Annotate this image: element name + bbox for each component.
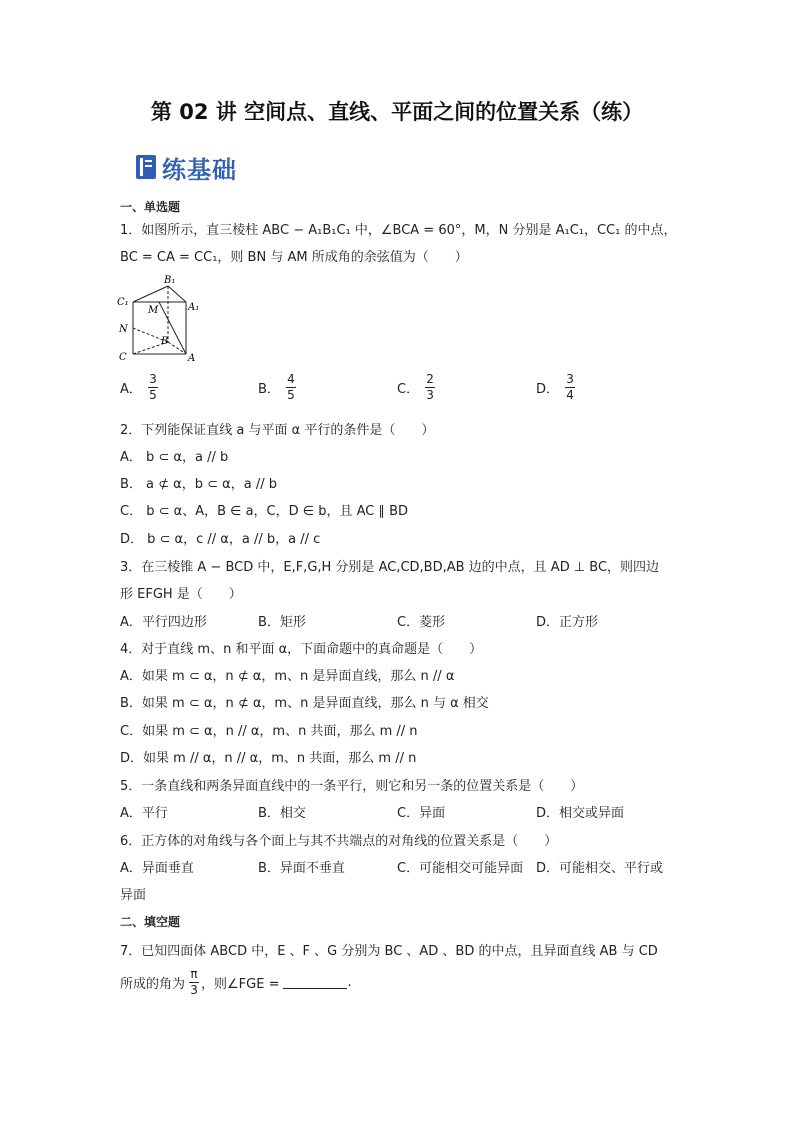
- fig-label-a1: A₁: [188, 302, 200, 313]
- q6-option-d[interactable]: D．可能相交、平行或: [536, 861, 664, 876]
- page-title: 第 02 讲 空间点、直线、平面之间的位置关系（练）: [150, 100, 644, 124]
- q1-option-b[interactable]: B． $\frac{4}{5}$: [258, 372, 295, 402]
- fig-label-m: M: [148, 305, 159, 316]
- q3-option-c[interactable]: C．菱形: [397, 615, 446, 630]
- q6-option-b[interactable]: B．异面不垂直: [258, 861, 345, 876]
- badge-label: 练基础: [162, 155, 237, 184]
- section-heading-single: 一、单选题: [120, 200, 181, 214]
- q3-option-a[interactable]: A．平行四边形: [120, 615, 207, 630]
- q7-stem-line1: 7．已知四面体 ABCD 中，E 、F 、G 分别为 BC 、AD 、BD 的中点，且异面直线 AB 与 CD: [120, 944, 658, 959]
- q6-stem: 6．正方体的对角线与各个面上与其不共端点的对角线的位置关系是（ ）: [120, 834, 558, 849]
- q6-option-c[interactable]: C．可能相交可能异面: [397, 861, 524, 876]
- q4-option-d[interactable]: D．如果 m // α，n // α，m、n 共面，那么 m // n: [120, 751, 417, 766]
- q3-option-b[interactable]: B．矩形: [258, 615, 306, 630]
- q5-option-c[interactable]: C．异面: [397, 806, 446, 821]
- q7-stem-line2: 所成的角为 $\frac{\pi}{3}$ ，则∠FGE = .: [120, 967, 352, 997]
- fraction: $\frac{3}{4}$: [566, 372, 574, 402]
- fig-label-n: N: [119, 324, 128, 335]
- q4-option-a[interactable]: A．如果 m ⊂ α，n ⊄ α，m、n 是异面直线，那么 n // α: [120, 669, 455, 684]
- q5-option-d[interactable]: D．相交或异面: [536, 806, 625, 821]
- q2-option-d[interactable]: D． b ⊂ α，c // α，a // b，a // c: [120, 532, 321, 547]
- q3-stem-line2: 形 EFGH 是（ ）: [120, 587, 242, 602]
- q4-option-b[interactable]: B．如果 m ⊂ α，n ⊄ α，m、n 是异面直线，那么 n 与 α 相交: [120, 696, 489, 711]
- section-badge: [136, 150, 237, 184]
- book-icon: [136, 155, 156, 179]
- fraction: $\frac{3}{5}$: [149, 372, 157, 402]
- q3-option-d[interactable]: D．正方形: [536, 615, 599, 630]
- section-heading-fill: 二、填空题: [120, 915, 181, 929]
- fraction: $\frac{2}{3}$: [426, 372, 434, 402]
- q1-stem-line2: BC = CA = CC₁，则 BN 与 AM 所成角的余弦值为（ ）: [120, 250, 468, 265]
- q5-option-a[interactable]: A．平行: [120, 806, 168, 821]
- answer-blank[interactable]: [283, 976, 347, 989]
- q4-option-c[interactable]: C．如果 m ⊂ α，n // α，m、n 共面，那么 m // n: [120, 724, 418, 739]
- q1-stem-line1: 1．如图所示，直三棱柱 ABC − A₁B₁C₁ 中，∠BCA = 60°，M，N 分别是 A₁C₁，CC₁ 的中点，: [120, 223, 677, 238]
- q4-stem: 4．对于直线 m、n 和平面 α，下面命题中的真命题是（ ）: [120, 642, 483, 657]
- q6-option-a[interactable]: A．异面垂直: [120, 861, 194, 876]
- fraction: $\frac{4}{5}$: [287, 372, 295, 402]
- q1-option-c[interactable]: C． $\frac{2}{3}$: [397, 372, 434, 402]
- prism-figure: [115, 272, 200, 367]
- q1-option-a[interactable]: A． $\frac{3}{5}$: [120, 372, 157, 402]
- q1-option-d[interactable]: D． $\frac{3}{4}$: [536, 372, 574, 402]
- q2-option-b[interactable]: B． a ⊄ α，b ⊂ α，a // b: [120, 477, 277, 492]
- q5-stem: 5．一条直线和两条异面直线中的一条平行，则它和另一条的位置关系是（ ）: [120, 779, 584, 794]
- q2-option-c[interactable]: C． b ⊂ α、A，B ∈ a，C，D ∈ b，且 AC ∥ BD: [120, 504, 409, 519]
- fig-label-c1: C₁: [117, 297, 129, 308]
- fig-label-b: B: [161, 336, 169, 347]
- q5-option-b[interactable]: B．相交: [258, 806, 306, 821]
- q3-stem-line1: 3．在三棱锥 A − BCD 中，E,F,G,H 分别是 AC,CD,BD,AB 边的中点，且 AD ⊥ BC，则四边: [120, 560, 660, 575]
- q2-option-a[interactable]: A． b ⊂ α，a // b: [120, 450, 229, 465]
- fig-label-b1: B₁: [164, 275, 176, 286]
- q6-option-d-continued: 异面: [120, 888, 147, 903]
- fraction: $\frac{\pi}{3}$: [190, 967, 198, 997]
- fig-label-c: C: [119, 352, 127, 363]
- fig-label-a: A: [188, 353, 196, 364]
- q2-stem: 2．下列能保证直线 a 与平面 α 平行的条件是（ ）: [120, 423, 435, 438]
